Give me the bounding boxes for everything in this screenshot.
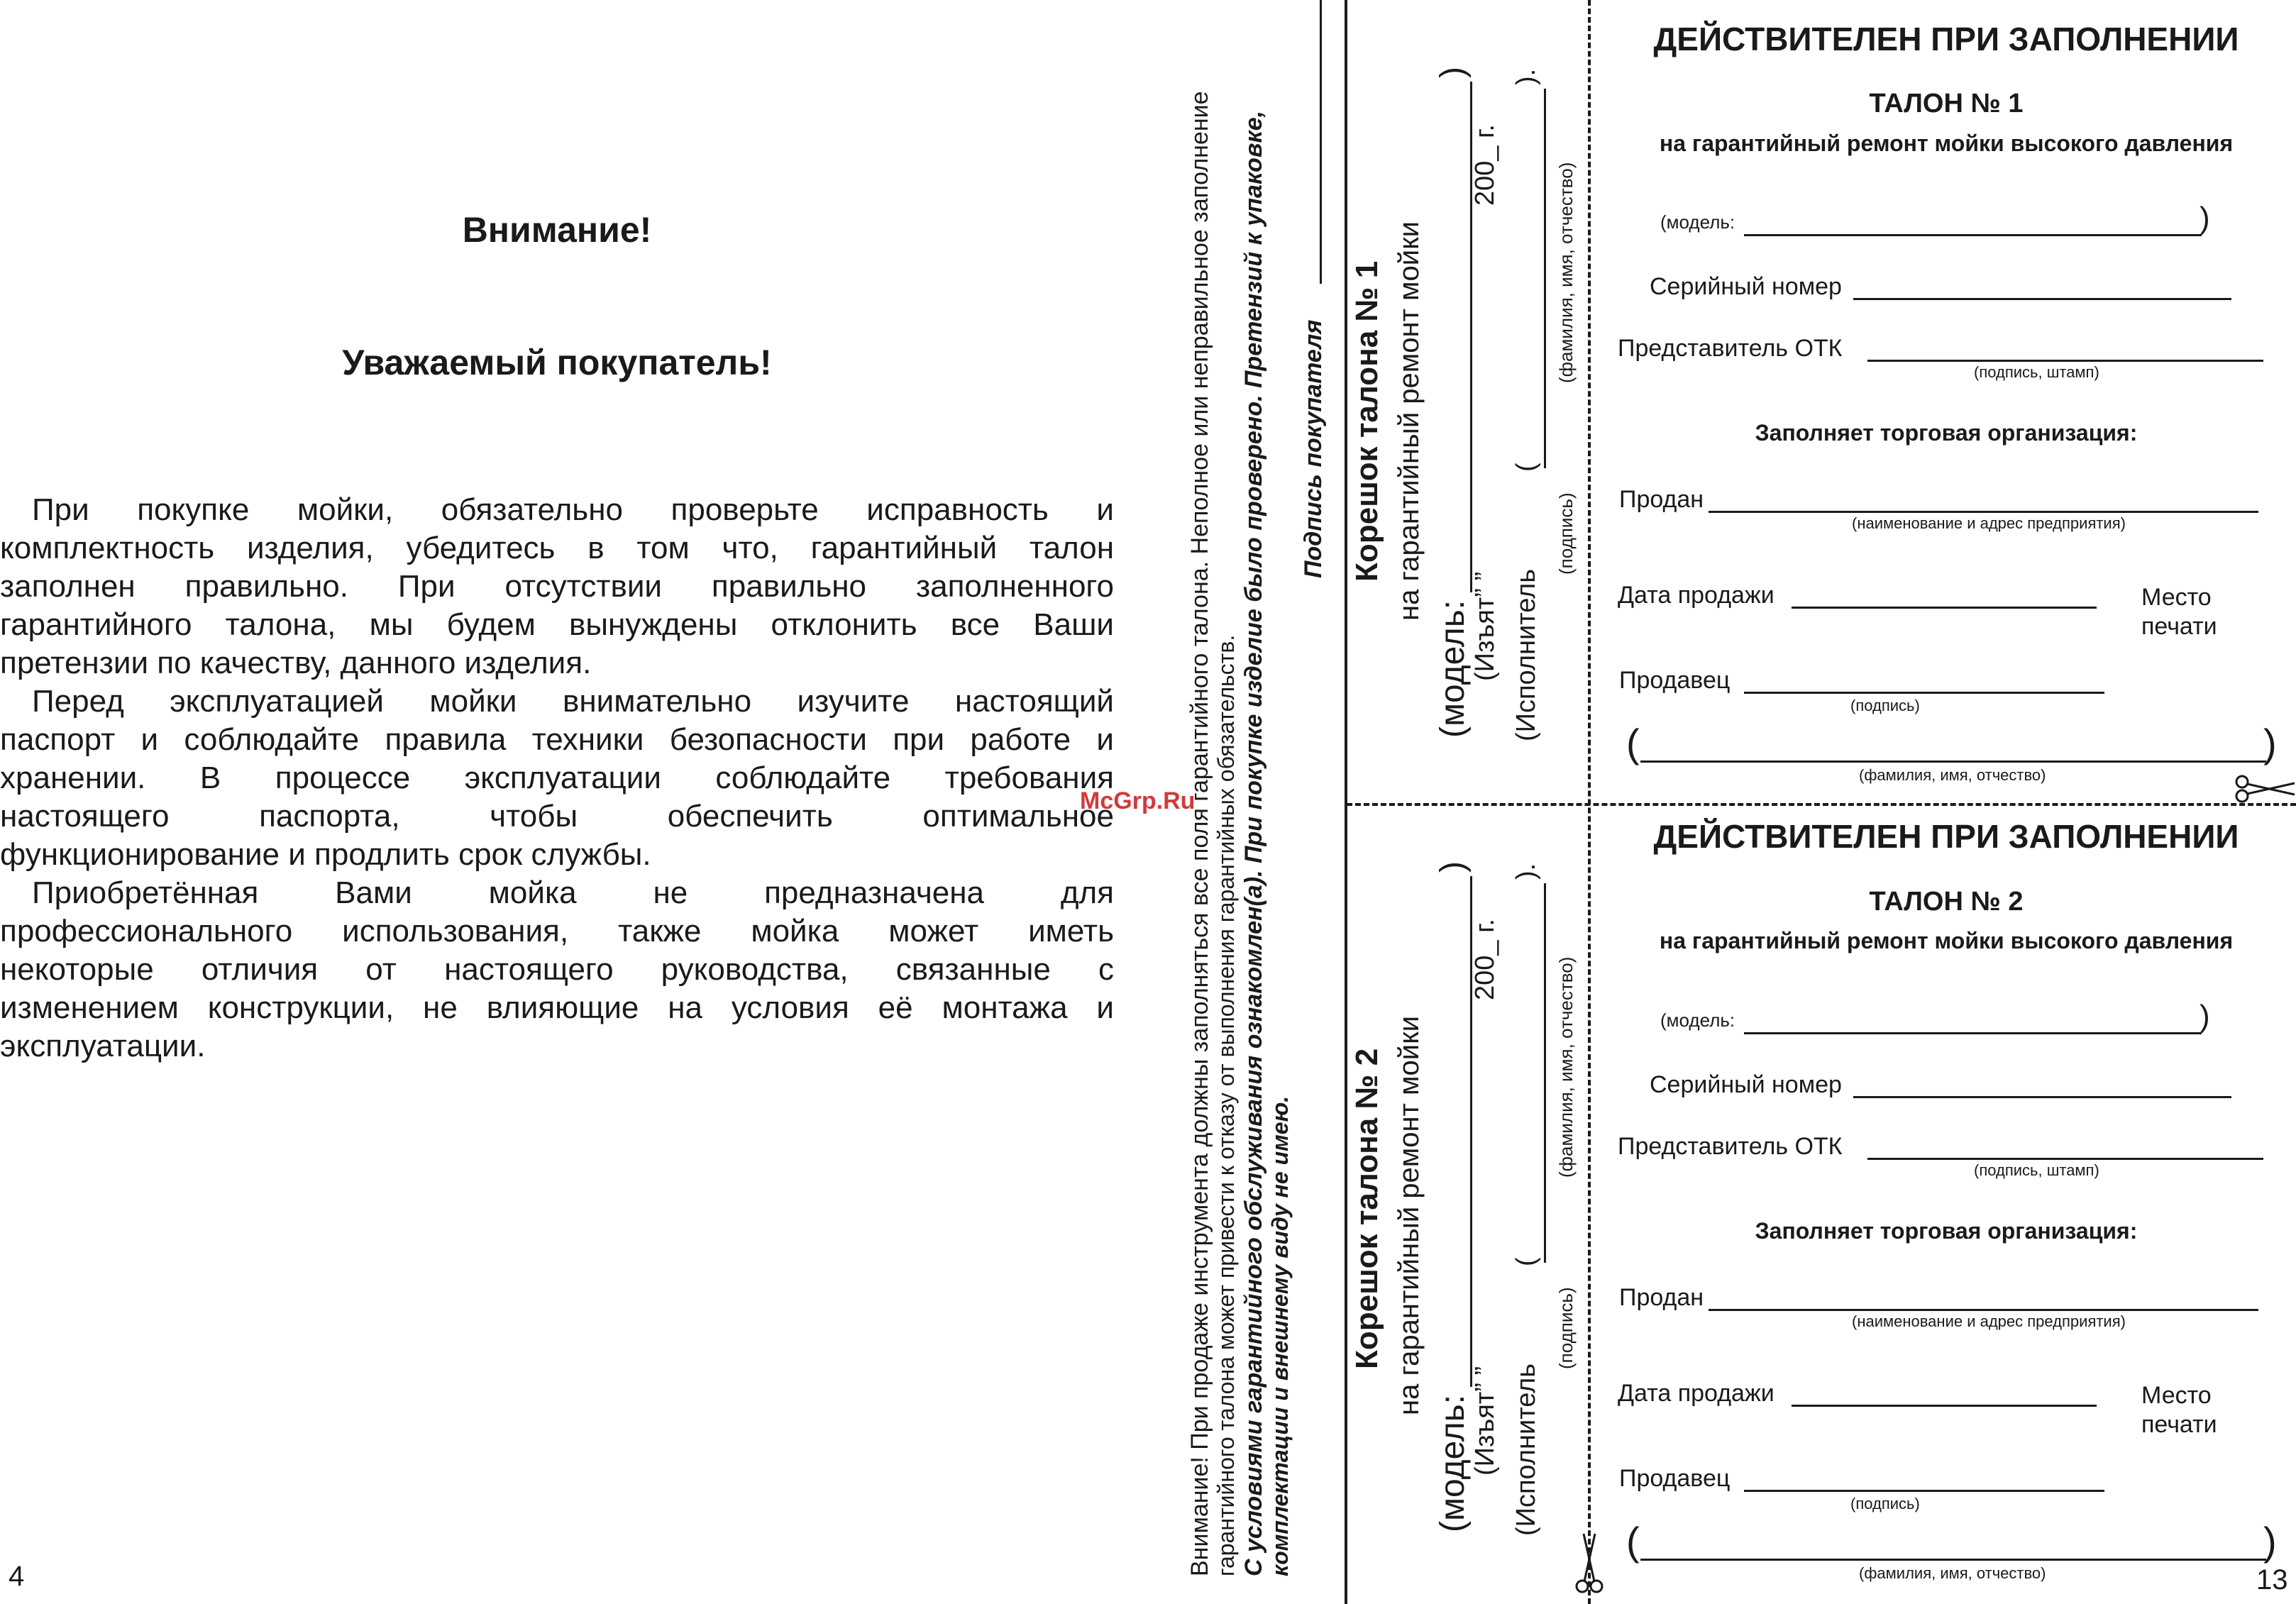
intro-line: гарантийного талона, мы будем вынуждены отклонить все Ваши — [0, 607, 1114, 642]
coupon-1-sold-hint: (наименование и адрес предприятия) — [1852, 514, 2126, 532]
coupon-1-valid-heading: ДЕЙСТВИТЕЛЕН ПРИ ЗАПОЛНЕНИИ — [1653, 21, 2239, 57]
stub-1-seized-label: (Изъят” ” — [1470, 571, 1500, 681]
coupon-2-trade-heading: Заполняет торговая организация: — [1755, 1218, 2138, 1244]
coupon-2-fio-hint: (фамилия, имя, отчество) — [1859, 1564, 2046, 1582]
coupon-2-date-line[interactable] — [1792, 1405, 2097, 1407]
coupon-2-fio-paren-open: ( — [1626, 1519, 1640, 1564]
intro-line: функционирование и продлить срок службы. — [0, 837, 651, 872]
coupon-2-fio-line[interactable] — [1640, 1559, 2266, 1561]
coupon-1-model-line[interactable] — [1744, 234, 2202, 236]
coupon-1-model-label: (модель: — [1660, 211, 1735, 233]
coupon-2-stamp-word1: Место — [2141, 1382, 2212, 1409]
coupon-1-serial-line[interactable] — [1853, 298, 2231, 300]
coupon-2-otk-hint: (подпись, штамп) — [1974, 1161, 2099, 1179]
coupon-1-subtitle: на гарантийный ремонт мойки высокого давления — [1659, 131, 2234, 156]
stub-1-model-label: (модель: — [1434, 599, 1472, 738]
coupon-2-sold-label: Продан — [1619, 1284, 1704, 1311]
coupon-2-title: ТАЛОН № 2 — [1869, 887, 2024, 917]
coupon-1-title: ТАЛОН № 1 — [1869, 89, 2024, 118]
stub-1-year: 200_ г. — [1470, 124, 1500, 206]
coupon-1-otk-label: Представитель ОТК — [1618, 335, 1843, 362]
stub-2-model-label: (модель: — [1434, 1394, 1472, 1532]
stub-1-subtitle: на гарантийный ремонт мойки — [1393, 221, 1425, 621]
stub-2-model-paren: ) — [1434, 861, 1472, 873]
coupon-2-serial-line[interactable] — [1853, 1096, 2231, 1098]
coupon-2-model-label: (модель: — [1660, 1010, 1735, 1031]
page-number-right: 13 — [2256, 1564, 2288, 1595]
stub-2-sign-hint: (подпись) — [1555, 1287, 1577, 1369]
coupon-2-model-paren: ) — [2200, 999, 2210, 1034]
greeting-heading: Уважаемый покупатель! — [342, 343, 772, 382]
stub-1-title: Корешок талона № 1 — [1350, 260, 1384, 582]
coupon-2-otk-label: Представитель ОТК — [1618, 1133, 1843, 1160]
coupon-2-model-line[interactable] — [1744, 1032, 2202, 1034]
intro-line: некоторые отличия от настоящего руководства, связанные с — [0, 952, 1114, 987]
stub-2-paren-open: ( — [1511, 1257, 1541, 1266]
stub-1-paren-open: ( — [1511, 463, 1541, 472]
stub-1-fio-line[interactable] — [1544, 89, 1546, 468]
coupon-2-seller-label: Продавец — [1619, 1465, 1731, 1492]
coupon-2-otk-line[interactable] — [1867, 1158, 2263, 1160]
coupon-1-sold-line[interactable] — [1709, 511, 2258, 513]
coupon-2-date-label: Дата продажи — [1618, 1380, 1775, 1407]
intro-line: эксплуатации. — [0, 1029, 206, 1063]
stub-2-year: 200_ г. — [1470, 919, 1500, 1000]
intro-line: профессионального использования, также мойка может иметь — [0, 914, 1114, 948]
intro-line: настоящего паспорта, чтобы обеспечить оптимальное — [0, 799, 1114, 834]
coupon-2-valid-heading: ДЕЙСТВИТЕЛЕН ПРИ ЗАПОЛНЕНИИ — [1653, 818, 2239, 855]
intro-text — [0, 491, 1114, 1066]
notice-line-4: комплектации и внешнему виду не имею. — [1267, 1095, 1293, 1576]
coupon-1-fio-line[interactable] — [1640, 760, 2266, 763]
stub-2-performer-label: (Исполнитель — [1511, 1363, 1541, 1536]
intro-line: заполнен правильно. При отсутствии правильно заполненного — [0, 569, 1114, 604]
coupon-1-seller-line[interactable] — [1744, 692, 2104, 694]
notice-line-2: гарантийного талона может привести к отказу от выполнения гарантийных обязательств. — [1213, 634, 1239, 1576]
coupon-1-seller-label: Продавец — [1619, 667, 1731, 694]
coupon-1-fio-paren-close: ) — [2263, 721, 2277, 765]
coupon-2-sold-line[interactable] — [1709, 1309, 2258, 1311]
coupon-2-seller-hint: (подпись) — [1850, 1495, 1920, 1512]
coupon-1-date-line[interactable] — [1792, 607, 2097, 609]
intro-line: Перед эксплуатацией мойки внимательно изучите настоящий — [32, 684, 1114, 719]
stub-1-fio-hint: (фамилия, имя, отчество) — [1555, 162, 1577, 383]
coupon-1-stamp-word1: Место — [2141, 584, 2212, 611]
coupon-1-trade-heading: Заполняет торговая организация: — [1755, 420, 2138, 446]
intro-line: паспорт и соблюдайте правила техники безопасности при работе и — [0, 722, 1114, 757]
stub-1-model-paren: ) — [1434, 67, 1472, 78]
stub-1-performer-label: (Исполнитель — [1511, 568, 1541, 741]
cut-line-horizontal — [1347, 803, 2296, 806]
stub-1-paren-close: ). — [1511, 68, 1541, 85]
coupon-1-sold-label: Продан — [1619, 486, 1704, 513]
buyer-signature-label: Подпись покупателя — [1300, 319, 1327, 578]
coupon-2-stamp-word2: печати — [2141, 1411, 2217, 1438]
coupon-2-fio-paren-close: ) — [2263, 1519, 2277, 1564]
coupon-1-otk-line[interactable] — [1867, 360, 2263, 362]
notice-line-3: С условиями гарантийного обслуживания ознакомлен(а). При покупке изделие было проверено. Претензий к упаковке, — [1240, 110, 1267, 1576]
coupon-2-sold-hint: (наименование и адрес предприятия) — [1852, 1312, 2126, 1330]
intro-line: претензии по качеству, данного изделия. — [0, 646, 592, 680]
coupon-1-otk-hint: (подпись, штамп) — [1974, 363, 2099, 381]
coupon-1-seller-hint: (подпись) — [1850, 697, 1920, 714]
stub-2-seized-label: (Изъят” ” — [1470, 1366, 1500, 1476]
coupon-1-model-paren: ) — [2200, 201, 2210, 236]
scissors-icon — [1574, 1532, 1605, 1593]
stub-2-paren-close: ). — [1511, 863, 1541, 880]
stub-1-sign-hint: (подпись) — [1555, 492, 1577, 575]
intro-line: изменением конструкции, не влияющие на условия её монтажа и — [0, 990, 1114, 1025]
scissors-icon — [2235, 773, 2296, 804]
watermark: McGrp.Ru — [1080, 787, 1196, 814]
stub-2-subtitle: на гарантийный ремонт мойки — [1393, 1016, 1425, 1415]
intro-line: Приобретённая Вами мойка не предназначена для — [32, 875, 1114, 910]
notice-line-1: Внимание! При продаже инструмента должны заполняться все поля гарантийного талона. Неполное или неправильное заполнение — [1186, 91, 1213, 1576]
intro-line: хранении. В процессе эксплуатации соблюдайте требования — [0, 760, 1114, 795]
buyer-signature-line[interactable] — [1320, 0, 1322, 284]
coupon-1-serial-label: Серийный номер — [1650, 273, 1842, 300]
page-divider — [1345, 0, 1347, 1604]
page-number-left: 4 — [9, 1561, 25, 1592]
coupon-2-serial-label: Серийный номер — [1650, 1071, 1842, 1098]
coupon-2-seller-line[interactable] — [1744, 1490, 2104, 1492]
coupon-1-fio-paren-open: ( — [1626, 721, 1640, 765]
stub-2-fio-hint: (фамилия, имя, отчество) — [1555, 956, 1577, 1178]
coupon-2-subtitle: на гарантийный ремонт мойки высокого давления — [1659, 928, 2234, 953]
coupon-1-fio-hint: (фамилия, имя, отчество) — [1859, 766, 2046, 784]
coupon-1-stamp-word2: печати — [2141, 613, 2217, 640]
intro-line: При покупке мойки, обязательно проверьте исправность и — [32, 492, 1114, 527]
stub-2-fio-line[interactable] — [1544, 883, 1546, 1263]
stub-2-title: Корешок талона № 2 — [1350, 1048, 1384, 1369]
coupon-1-date-label: Дата продажи — [1618, 582, 1775, 609]
cut-line-vertical — [1588, 0, 1591, 1604]
intro-line: комплектность изделия, убедитесь в том что, гарантийный талон — [0, 531, 1114, 565]
attention-heading: Внимание! — [462, 210, 652, 250]
